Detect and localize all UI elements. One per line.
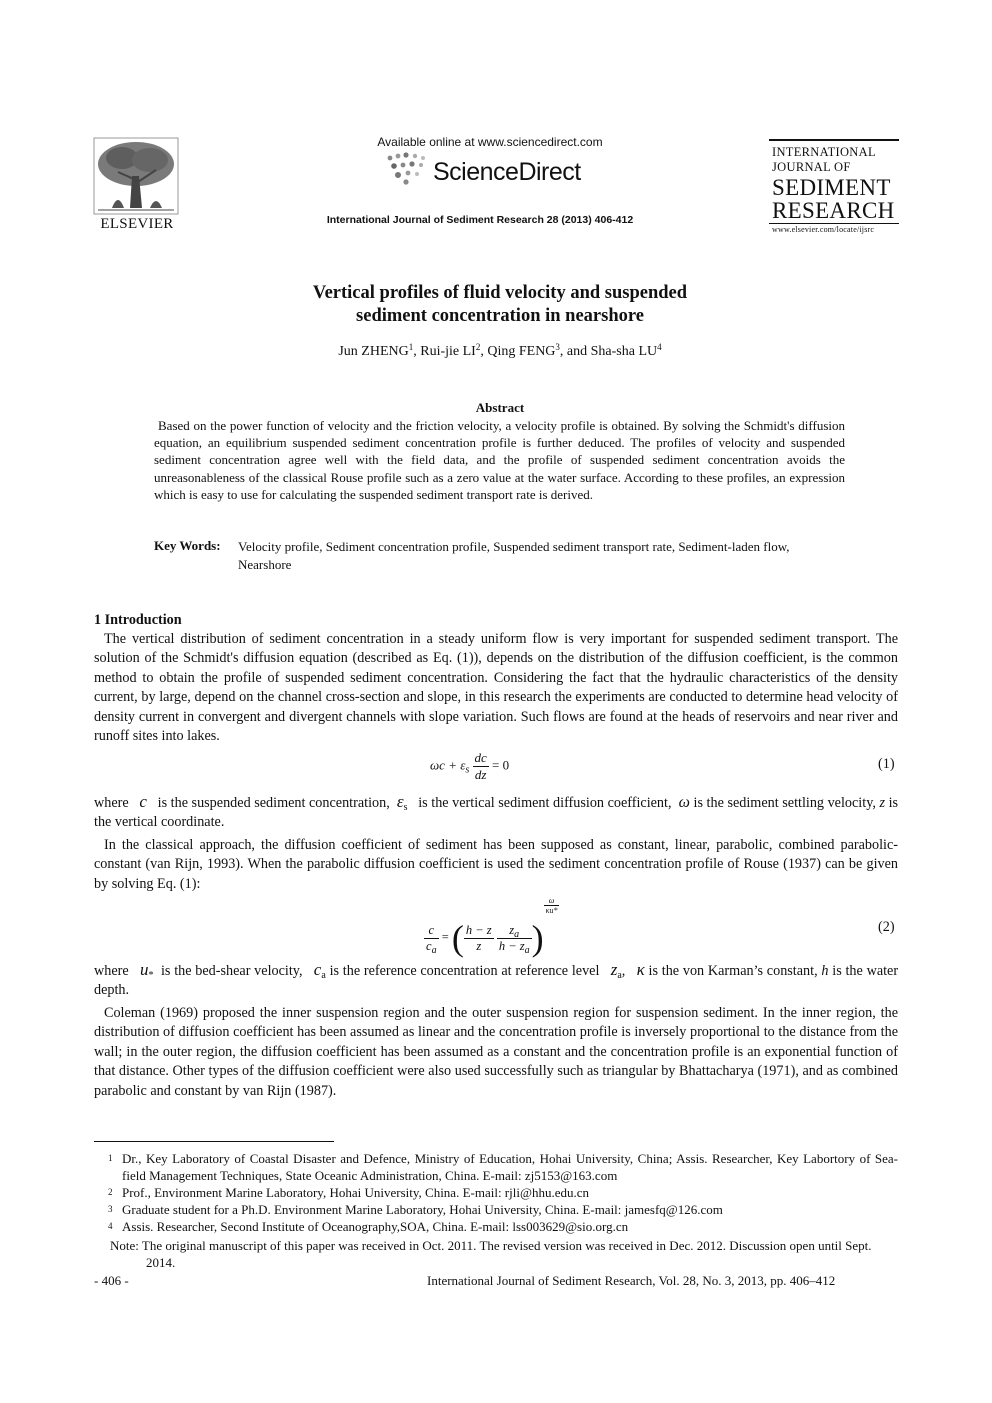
math-symbol: c [313,960,322,979]
math-subscript: a [514,928,520,940]
eq1-lhs: ωc + ε [430,757,466,773]
journal-logo-line: JOURNAL OF [772,160,851,174]
text-run: is the bed-shear velocity, [160,963,303,979]
footnote-text: Graduate student for a Ph.D. Environment Marine Laboratory, Hohai University, China. E-mail: jamesfq@126.com [122,1202,723,1217]
journal-logo-rule [769,139,899,141]
author-affiliation-mark[interactable]: 4 [657,342,662,352]
author-separator: , and [559,344,591,359]
title-line: Vertical profiles of fluid velocity and suspended [312,283,688,303]
math-symbol: h [821,963,829,979]
footnote [94,1150,898,1184]
publisher-name: ELSEVIER [100,216,174,232]
author-affiliation-mark[interactable]: 1 [408,342,414,352]
text-run: , [621,963,626,979]
math-subscript: a [431,944,437,956]
footnote-mark: 3 [108,1204,113,1214]
author-separator: , [413,344,421,359]
author-affiliation-mark[interactable]: 3 [555,342,560,352]
math-subscript: a [617,970,622,981]
math-subscript: a [524,944,530,956]
equation-1 [430,750,509,783]
journal-logo-rule [769,223,899,224]
eq2-exponent [544,896,560,915]
author-affiliation-mark[interactable]: 2 [475,342,481,352]
body-paragraph [94,960,898,1001]
math-symbol: z [879,795,886,811]
body-paragraph: In the classical approach, the diffusion coefficient of sediment has been supposed as constant, linear, parabolic, combined parabolic-constant (van Rijn, 1993). When the parabolic diffusion coefficient is used the sediment concentration profile of Rouse (1937) can be given by solving Eq. (1): [94,837,898,892]
eq2-numerator [497,923,532,938]
eq2-fraction [424,923,439,954]
eq2-exponent-numerator: ω [548,896,555,905]
sciencedirect-wordmark[interactable]: ScienceDirect [433,158,581,186]
text-run: is the vertical sediment diffusion coefficient, [418,795,672,811]
author-name: Rui-jie LI [420,344,476,359]
text-run: is the suspended sediment concentration, [157,795,390,811]
footnote-mark: 2 [108,1187,113,1197]
footnote-text: Prof., Environment Marine Laboratory, Hohai University, China. E-mail: rjli@hhu.edu.cn [122,1185,589,1200]
footnote-text: Assis. Researcher, Second Institute of Oceanography,SOA, China. E-mail: lss003629@sio.org.cn [122,1219,629,1234]
footnote-mark: 4 [108,1221,113,1231]
text-run: where [94,963,129,979]
footnote-separator [94,1141,334,1142]
page-number: - 406 - [94,1273,129,1288]
eq2-fraction [497,923,532,954]
text-run: is the vertical coordinate. [94,795,899,831]
eq2-paren-open: ( [451,918,464,959]
journal-logo-line: SEDIMENT [772,175,891,200]
math-symbol: κ [636,960,645,979]
abstract-heading: Abstract [475,400,525,415]
text-run: is the water depth. [94,963,899,999]
eq2-exponent-denominator: κu* [545,906,558,915]
title-line: sediment concentration in nearshore [356,306,644,326]
equation-2 [424,896,559,959]
text-run: is the sediment settling velocity, [693,795,876,811]
eq2-paren-close: ) [531,918,544,959]
section-heading: 1 Introduction [94,612,182,628]
eq2-denominator: z [464,938,494,954]
author-list [200,344,800,360]
math-symbol: z [610,960,618,979]
text-run: where [94,795,129,811]
eq1-numerator: dc [474,750,487,765]
eq2-equals: = [441,930,449,944]
body-paragraph: Coleman (1969) proposed the inner suspension region and the outer suspension region for suspension sediment. In the inner region, the distribution of diffusion coefficient has been assumed as linear and the concentration profile is inversely proportional to the distance from the wall; in the outer region, the diffusion coefficient has been assumed as a constant and the concentration profile is an exponential function of that distance. Other types of the diffusion coefficient were also used successfully such as triangular by Bhattacharya (1971), and as combined parabolic and constant by van Rijn (1987). [94,1005,898,1099]
equation-number: (2) [878,919,895,935]
author-name: Jun ZHENG [338,344,409,359]
article-title [200,282,800,328]
journal-logo-line: RESEARCH [772,198,895,223]
math-subscript: a [321,970,326,981]
eq2-denominator [424,938,439,954]
journal-url-link[interactable]: www.elsevier.com/locate/ijsrc [772,225,875,234]
eq1-fraction [473,750,489,783]
abstract-text: Based on the power function of velocity and the friction velocity, a velocity profile is obtained. By solving the Schmidt's diffusion equation, an equilibrium suspended sediment concentration profile is further deduced. The profiles of velocity and suspended sediment concentration agree well with the field data, and the profile of suspended sediment concentration avoids the unreasonableness of the classical Rouse profile such as a zero value at the water surface. According to these profiles, an expression which is easy to use for calculating the suspended sediment transport rate is derived. [154,418,845,502]
journal-reference: International Journal of Sediment Research 28 (2013) 406-412 [326,214,634,226]
math-symbol: ε [396,792,404,811]
available-online-text[interactable]: Available online at www.sciencedirect.com [377,135,603,149]
sciencedirect-dots-icon [384,150,430,186]
math-subscript: s [403,802,408,813]
body-paragraph [94,792,898,833]
math-subscript: * [148,970,154,981]
math-symbol: z [509,922,515,937]
footnote [94,1184,898,1201]
eq1-denominator: dz [473,766,489,783]
footnote-text: Dr., Key Laboratory of Coastal Disaster and Defence, Ministry of Education, Hohai University, China; Assis. Researcher, Key Labortory of Sea-field Management Techniques, State Oceanic Administration, China. E-mail: zj5153@163.com [122,1151,898,1183]
eq2-denominator [497,938,532,954]
math-symbol: c [139,792,147,811]
math-symbol: h − z [498,938,525,953]
manuscript-note: Note: The original manuscript of this paper was received in Oct. 2011. The revised version was received in Dec. 2012. Discussion open until Sept. 2014. [110,1238,872,1270]
author-name: Qing FENG [487,344,556,359]
footnote [94,1218,898,1235]
eq1-rhs: = 0 [492,757,510,773]
eq2-fraction [464,923,494,954]
eq1-subscript: s [465,764,470,776]
eq2-numerator: c [428,922,435,937]
math-symbol: c [426,938,432,953]
journal-logo-line: INTERNATIONAL [772,145,876,159]
footnote-mark: 1 [108,1153,113,1163]
footnote [94,1201,898,1218]
journal-logo [769,139,899,235]
text-run: is the reference concentration at reference level [329,963,600,979]
eq2-numerator: h − z [465,922,492,937]
author-name: Sha-sha LU [590,344,658,359]
footer-citation: International Journal of Sediment Research, Vol. 28, No. 3, 2013, pp. 406–412 [427,1273,836,1288]
math-symbol: ω [678,794,690,811]
keywords-label: Key Words: [154,538,221,553]
math-symbol: u [139,960,149,979]
keywords-text: Velocity profile, Sediment concentration profile, Suspended sediment transport rate, Sediment-laden flow, Nearshore [238,539,790,572]
text-run: is the von Karman’s constant, [648,963,818,979]
equation-number: (1) [878,756,895,772]
body-paragraph: The vertical distribution of sediment concentration in a steady uniform flow is very important for suspended sediment transport. The solution of the Schmidt's diffusion equation (described as Eq. (1)), depends on the distribution of the diffusion coefficient, is the common method to obtain the profile of suspended sediment concentration. Considering the fact that the hydraulic characteristics of the density current, by large, depend on the channel cross-section and slope, in this research the experiments are conducted to determine head velocity of density current in convergent and divergent channels with slope variation. Such flows are found at the heads of reservoirs and near river and runoff sites into lakes. [94,631,898,745]
author-separator: , [480,344,488,359]
